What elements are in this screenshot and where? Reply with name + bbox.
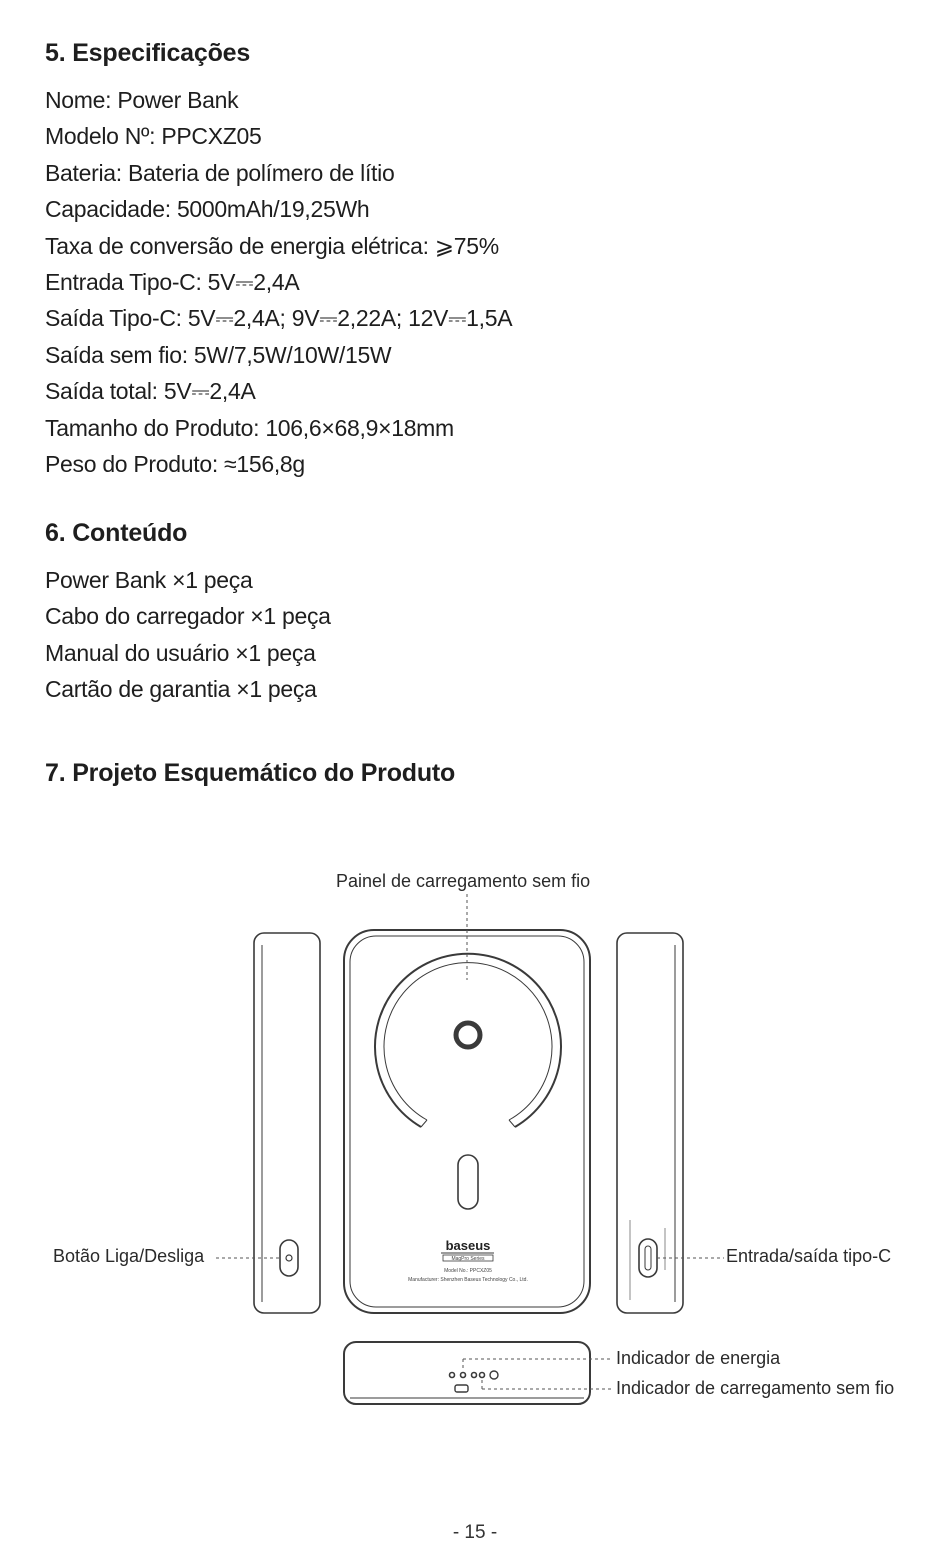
power-indicator-label: Indicador de energia bbox=[616, 1348, 781, 1368]
spec-line: Modelo Nº: PPCXZ05 bbox=[45, 123, 262, 150]
left-side-view bbox=[254, 933, 320, 1313]
spec-line: Saída Tipo-C: 5V⎓2,4A; 9V⎓2,22A; 12V⎓1,5A bbox=[45, 305, 513, 332]
bottom-view bbox=[344, 1342, 590, 1404]
contents-section bbox=[45, 519, 331, 708]
spec-line: Saída total: 5V⎓2,4A bbox=[45, 378, 256, 405]
spec-line: Nome: Power Bank bbox=[45, 87, 239, 113]
device-series-text: MagPro Series bbox=[451, 1256, 485, 1262]
contents-line: Manual do usuário ×1 peça bbox=[45, 639, 316, 666]
contents-heading: 6. Conteúdo bbox=[45, 519, 188, 547]
wireless-center-icon bbox=[456, 1023, 480, 1047]
wireless-indicator-label: Indicador de carregamento sem fio bbox=[616, 1378, 895, 1398]
contents-line: Cartão de garantia ×1 peça bbox=[45, 676, 317, 703]
specifications-list bbox=[45, 82, 512, 482]
spec-line: Tamanho do Produto: 106,6×68,9×18mm bbox=[45, 414, 454, 441]
device-model-text: Model No.: PPCXZ05 bbox=[444, 1268, 492, 1274]
wireless-panel-label: Painel de carregamento sem fio bbox=[336, 871, 591, 891]
usb-c-port-label: Entrada/saída tipo-C bbox=[726, 1246, 892, 1266]
right-side-view bbox=[617, 933, 683, 1313]
power-button-label: Botão Liga/Desliga bbox=[53, 1246, 205, 1266]
contents-line: Power Bank ×1 peça bbox=[45, 567, 253, 593]
schematic-drawing bbox=[0, 850, 950, 1450]
specifications-heading: 5. Especificações bbox=[45, 39, 251, 67]
spec-line: Entrada Tipo-C: 5V⎓2,4A bbox=[45, 269, 300, 296]
spec-line: Bateria: Bateria de polímero de lítio bbox=[45, 159, 395, 186]
device-manufacturer-text: Manufacturer: Shenzhen Baseus Technology Co., Ltd. bbox=[408, 1277, 528, 1283]
product-schematic bbox=[0, 850, 950, 1450]
spec-line: Saída sem fio: 5W/7,5W/10W/15W bbox=[45, 341, 392, 368]
usb-c-port-shape bbox=[639, 1239, 657, 1277]
spec-line: Peso do Produto: ≈156,8g bbox=[45, 451, 305, 478]
page-number: - 15 - bbox=[452, 1522, 498, 1543]
spec-line: Taxa de conversão de energia elétrica: ⩾75% bbox=[45, 232, 499, 259]
specifications-section bbox=[45, 39, 512, 482]
power-button-shape bbox=[280, 1240, 298, 1276]
leader-lines bbox=[216, 894, 724, 1389]
contents-list bbox=[45, 562, 331, 708]
schematic-section bbox=[45, 759, 455, 788]
contents-line: Cabo do carregador ×1 peça bbox=[45, 603, 331, 630]
schematic-heading: 7. Projeto Esquemático do Produto bbox=[45, 759, 456, 787]
brand-logo: baseus bbox=[445, 1238, 491, 1253]
spec-line: Capacidade: 5000mAh/19,25Wh bbox=[45, 196, 370, 223]
